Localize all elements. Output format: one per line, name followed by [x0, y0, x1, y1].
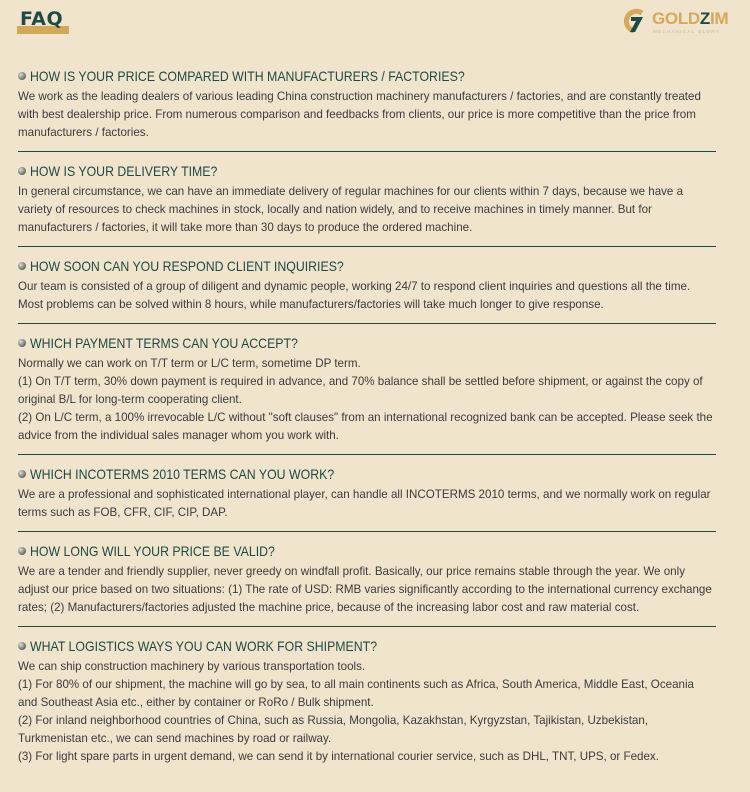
bullet-icon — [18, 547, 26, 555]
faq-item — [18, 66, 716, 152]
logo-text-im: IM — [710, 9, 729, 28]
bullet-icon — [18, 642, 26, 650]
faq-answer — [18, 88, 716, 142]
faq-answer — [18, 658, 716, 766]
goldzim-logo — [622, 8, 742, 38]
faq-question: HOW IS YOUR PRICE COMPARED WITH MANUFACTURERS / FACTORIES? — [18, 66, 716, 86]
logo-mark-icon — [622, 8, 646, 34]
answer-paragraph: We are a professional and sophisticated international player, can handle all INCOTERMS 2010 terms, and we normally work on regular terms such as FOB, CFR, CIF, CIP, DAP. — [18, 488, 711, 519]
faq-answer — [18, 486, 716, 522]
bullet-icon — [18, 470, 26, 478]
answer-paragraph: Normally we can work on T/T term or L/C term, sometime DP term. — [18, 357, 361, 370]
bullet-icon — [18, 72, 26, 80]
answer-paragraph: In general circumstance, we can have an immediate delivery of regular machines for our clients within 7 days, because we have a variety of resources to check machines in stock, locally and nation widely, and to receive machines in timely manner. But for manufacturers / factories, it will take more than 30 days to produce the ordered machine. — [18, 185, 684, 234]
answer-paragraph: (1) On T/T term, 30% down payment is required in advance, and 70% balance shall be settled before shipment, or against the copy of original B/L for long-term cooperating client. — [18, 375, 703, 406]
bullet-icon — [18, 167, 26, 175]
logo-text-z: Z — [699, 9, 711, 28]
faq-item — [18, 541, 716, 627]
faq-item — [18, 333, 716, 455]
faq-item — [18, 464, 716, 532]
bullet-icon — [18, 339, 26, 347]
bullet-icon — [18, 262, 26, 270]
answer-paragraph: Our team is consisted of a group of diligent and dynamic people, working 24/7 to respond client inquiries and questions all the time. Most problems can be solved within 8 hours, while manufacturers/factories will take much longer to give response. — [18, 280, 691, 311]
logo-tagline: MECHANICAL GLORY — [653, 29, 721, 34]
faq-item — [18, 256, 716, 324]
faq-answer — [18, 278, 716, 314]
faq-question: HOW SOON CAN YOU RESPOND CLIENT INQUIRIES? — [18, 256, 716, 276]
page-header — [0, 0, 750, 60]
faq-question: WHAT LOGISTICS WAYS YOU CAN WORK FOR SHIPMENT? — [18, 636, 716, 656]
answer-paragraph: (2) On L/C term, a 100% irrevocable L/C without "soft clauses" from an international recognized bank can be accepted. Please seek the advice from the individual sales manager whom you work with. — [18, 411, 713, 442]
faq-question: HOW IS YOUR DELIVERY TIME? — [18, 161, 716, 181]
page-title: FAQ — [20, 8, 64, 30]
answer-paragraph: We work as the leading dealers of various leading China construction machinery manufacturers / factories, and are constantly treated with best dealership price. From numerous comparison and feedbacks from clients, our price is more competitive than the price from manufacturers / factories. — [18, 90, 701, 139]
answer-paragraph: (1) For 80% of our shipment, the machine will go by sea, to all main continents such as Africa, South America, Middle East, Oceania and Southeast Asia etc., either by container or RoRo / Bulk shipment. — [18, 678, 694, 709]
faq-answer — [18, 183, 716, 237]
faq-item — [18, 161, 716, 247]
faq-list — [18, 66, 716, 784]
logo-text-gold: GOLD — [652, 9, 700, 28]
faq-question: WHICH INCOTERMS 2010 TERMS CAN YOU WORK? — [18, 464, 716, 484]
answer-paragraph: We can ship construction machinery by various transportation tools. — [18, 660, 366, 673]
faq-question: HOW LONG WILL YOUR PRICE BE VALID? — [18, 541, 716, 561]
faq-item — [18, 636, 716, 775]
answer-paragraph: (2) For inland neighborhood countries of China, such as Russia, Mongolia, Kazakhstan, Kyrgyzstan, Tajikistan, Uzbekistan, Turkmenistan etc., we can send machines by road or railway. — [18, 714, 649, 745]
faq-question: WHICH PAYMENT TERMS CAN YOU ACCEPT? — [18, 333, 716, 353]
faq-answer — [18, 563, 716, 617]
faq-answer — [18, 355, 716, 445]
answer-paragraph: We are a tender and friendly supplier, never greedy on windfall profit. Basically, our price remains stable through the year. We only adjust our price based on two situations: (1) The rate of USD: RMB varies significantly according to the international currency exchange rates; (2) Manufacturers/factories adjusted the machine price, because of the increasing labor cost and raw material cost. — [18, 565, 712, 614]
answer-paragraph: (3) For light spare parts in urgent demand, we can send it by international courier service, such as DHL, TNT, UPS, or Fedex. — [18, 750, 659, 763]
